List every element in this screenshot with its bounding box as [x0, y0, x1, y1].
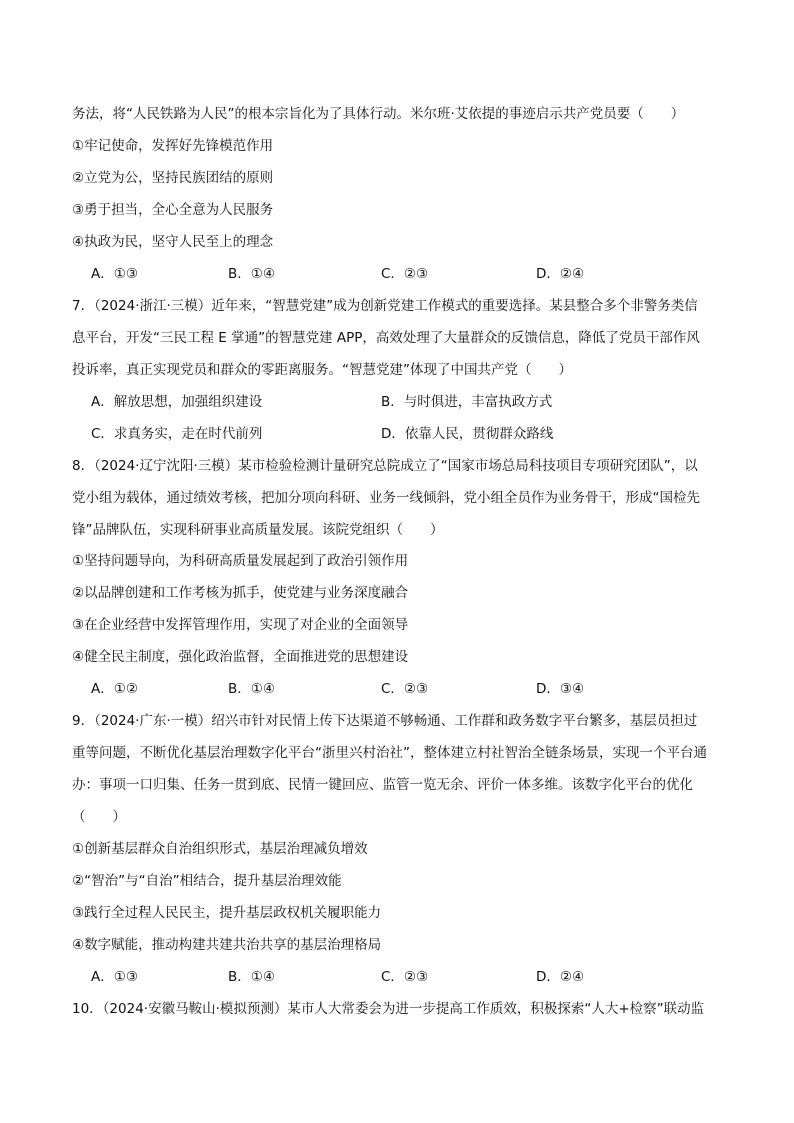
q9-option-b: B．①④	[228, 969, 275, 985]
q8-item-4: ④健全民主制度，强化政治监督，全面推进党的思想建设	[72, 649, 409, 665]
q8-stem-line-1: 8．（2024·辽宁沈阳·三模）某市检验检测计量研究总院成立了“国家市场总局科技项目专项研究团队”，以	[72, 458, 698, 474]
q10-stem-line-1: 10．（2024·安徽马鞍山·模拟预测）某市人大常委会为进一步提高工作质效，积极探索“人大+检察”联动监	[72, 1001, 705, 1017]
q9-option-c: C．②③	[381, 969, 429, 985]
q9-item-1: ①创新基层群众自治组织形式，基层治理减负增效	[72, 841, 368, 857]
q7-stem-line-3: 投诉率，真正实现党员和群众的零距离服务。“智慧党建”体现了中国共产党（ ）	[72, 362, 572, 378]
q8-option-c: C．②③	[381, 681, 429, 697]
q9-stem-line-1: 9．（2024·广东·一模）绍兴市针对民情上传下达渠道不够畅通、工作群和政务数字平台繁多，基层员担过	[72, 713, 698, 729]
q6-item-2: ②立党为公，坚持民族团结的原则	[72, 170, 274, 186]
q6-item-4: ④执政为民，坚守人民至上的理念	[72, 234, 274, 250]
q6-option-a: A．①③	[91, 266, 138, 282]
q6-stem-tail: 务法，将“人民铁路为人民”的根本宗旨化为了具体行动。米尔班·艾依提的事迹启示共产党员要（ ）	[72, 106, 685, 122]
q9-stem-line-3: 办：事项一口归集、任务一贯到底、民情一键回应、监管一览无余、评价一体多维。该数字化平台的优化	[72, 777, 693, 793]
q9-stem-line-4: （ ）	[72, 809, 126, 825]
q8-option-a: A．①②	[91, 681, 138, 697]
q6-item-3: ③勇于担当，全心全意为人民服务	[72, 202, 274, 218]
q7-stem-line-1: 7．（2024·浙江·三模）近年来，“智慧党建”成为创新党建工作模式的重要选择。某县整合多个非警务类信	[72, 298, 698, 314]
q6-option-c: C．②③	[381, 266, 429, 282]
q7-option-d: D．依靠人民，贯彻群众路线	[381, 426, 554, 442]
q7-option-a: A．解放思想，加强组织建设	[91, 394, 263, 410]
q7-stem-line-2: 息平台，开发“三民工程 E 掌通”的智慧党建 APP，高效处理了大量群众的反馈信息，降低了党员干部作风	[72, 330, 700, 346]
q8-item-3: ③在企业经营中发挥管理作用，实现了对企业的全面领导	[72, 617, 409, 633]
q8-item-2: ②以品牌创建和工作考核为抓手，使党建与业务深度融合	[72, 585, 409, 601]
q9-option-a: A．①③	[91, 969, 138, 985]
q7-option-b: B．与时俱进，丰富执政方式	[381, 394, 553, 410]
q8-stem-line-2: 党小组为载体，通过绩效考核，把加分项向科研、业务一线倾斜，党小组全员作为业务骨干，形成“国检先	[72, 490, 700, 506]
q8-item-1: ①坚持问题导向，为科研高质量发展起到了政治引领作用	[72, 553, 409, 569]
q9-item-4: ④数字赋能，推动构建共建共治共享的基层治理格局	[72, 937, 382, 953]
q6-option-b: B．①④	[228, 266, 275, 282]
q9-option-d: D．②④	[536, 969, 585, 985]
q8-stem-line-3: 锋”品牌队伍，实现科研事业高质量发展。该院党组织（ ）	[72, 522, 444, 538]
q9-item-2: ②“智治”与“自治”相结合，提升基层治理效能	[72, 873, 342, 889]
q9-stem-line-2: 重等问题，不断优化基层治理数字化平台“浙里兴村治社”，整体建立村社智治全链条场景，实现一个平台通	[72, 745, 707, 761]
q8-option-d: D．③④	[536, 681, 585, 697]
q8-option-b: B．①④	[228, 681, 275, 697]
q6-option-d: D．②④	[536, 266, 585, 282]
q6-item-1: ①牢记使命，发挥好先锋模范作用	[72, 138, 274, 154]
q9-item-3: ③践行全过程人民民主，提升基层政权机关履职能力	[72, 905, 382, 921]
q7-option-c: C．求真务实，走在时代前列	[91, 426, 263, 442]
